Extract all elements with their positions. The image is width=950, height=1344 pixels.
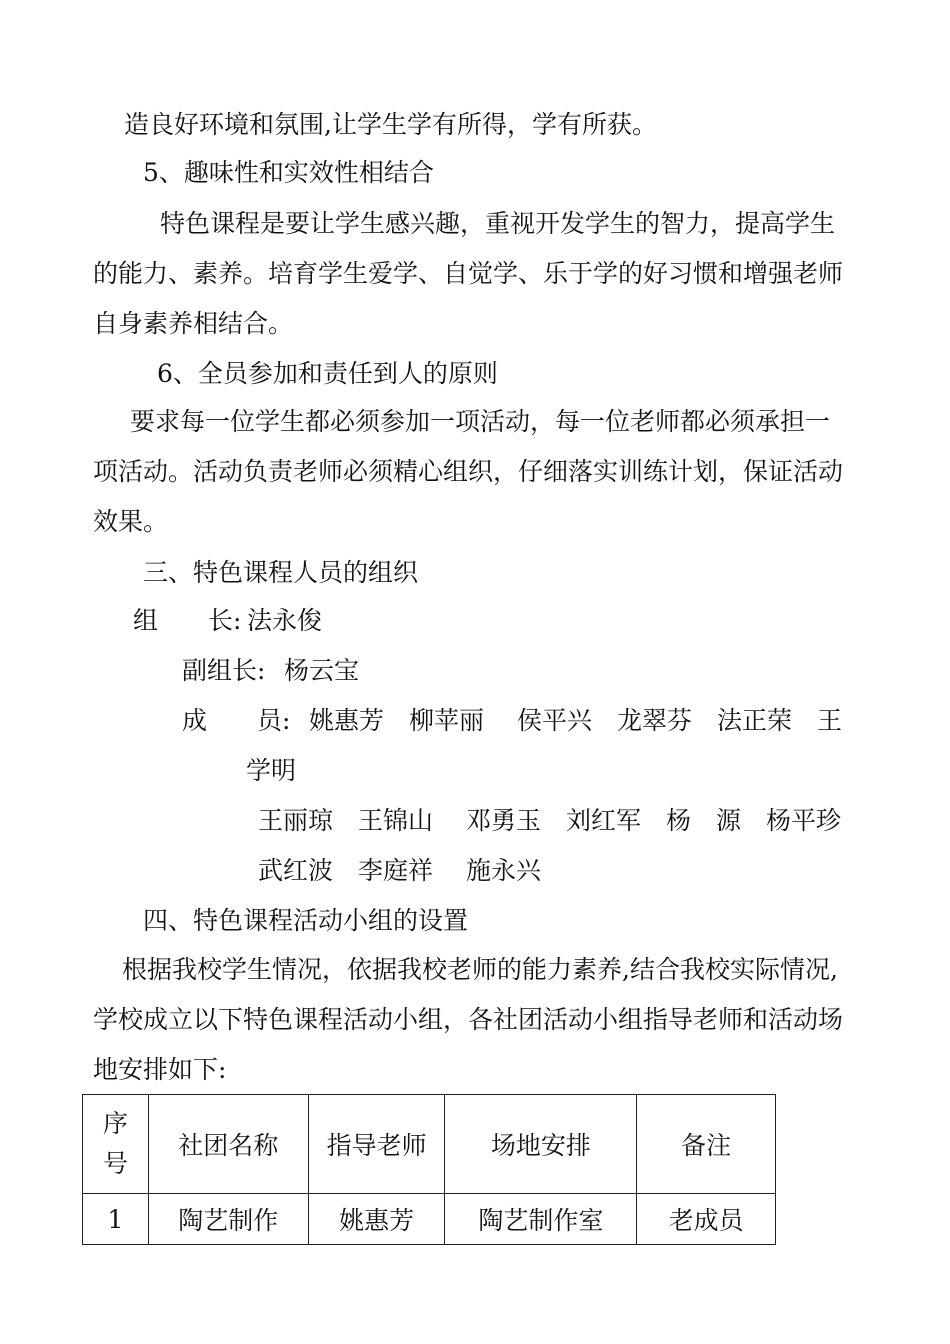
members-line: 武红波 李庭祥 施永兴 [258,856,541,885]
paragraph-line: 要求每一位学生都必须参加一项活动，每一位老师都必须承担一 [130,407,831,436]
paragraph-line: 特色课程是要让学生感兴趣，重视开发学生的智力，提高学生 [160,209,836,238]
leader-name: 法永俊 [247,606,323,635]
members-label: 成 员: [182,706,291,735]
club-table [82,1094,776,1245]
table-row [83,1194,776,1245]
paragraph-line: 自身素养相结合。 [93,309,294,338]
section-4-heading: 四、特色课程活动小组的设置 [143,906,469,935]
deputy-name: 杨云宝 [284,656,360,685]
table-cell: 陶艺制作 [148,1194,308,1245]
table-cell: 1 [83,1194,149,1245]
paragraph-line: 项活动。活动负责老师必须精心组织，仔细落实训练计划，保证活动 [93,457,844,486]
leader-label: 组 长: [133,606,242,635]
paragraph-line: 学校成立以下特色课程活动小组，各社团活动小组指导老师和活动场 [93,1005,844,1034]
paragraph-line: 的能力、素养。培育学生爱学、自觉学、乐于学的好习惯和增强老师 [93,259,844,288]
members-line: 王丽琼 王锦山 邓勇玉 刘红军 杨 源 杨平珍 [258,806,841,835]
header-cell: 社团名称 [148,1095,308,1194]
header-cell: 备注 [637,1095,776,1194]
header-cell: 指导老师 [308,1095,445,1194]
paragraph-line: 根据我校学生情况，依据我校老师的能力素养,结合我校实际情况, [122,955,838,984]
section-3-heading: 三、特色课程人员的组织 [143,558,419,587]
table-cell: 陶艺制作室 [445,1194,637,1245]
deputy-label: 副组长: [182,656,266,685]
members-line: 学明 [246,756,297,785]
header-cell: 序 号 [83,1095,149,1194]
members-line: 姚惠芳 柳苹丽 侯平兴 龙翠芬 法正荣 王 [309,706,842,735]
paragraph-line: 地安排如下: [93,1055,227,1084]
item-5-title: 5、趣味性和实效性相结合 [143,158,434,187]
table-cell: 老成员 [637,1194,776,1245]
item-6-title: 6、全员参加和责任到人的原则 [157,359,498,388]
paragraph-line: 效果。 [93,507,169,536]
header-cell: 场地安排 [445,1095,637,1194]
table-header-row [83,1095,776,1194]
table-cell: 姚惠芳 [308,1194,445,1245]
paragraph-line: 造良好环境和氛围,让学生学有所得，学有所获。 [124,110,657,139]
